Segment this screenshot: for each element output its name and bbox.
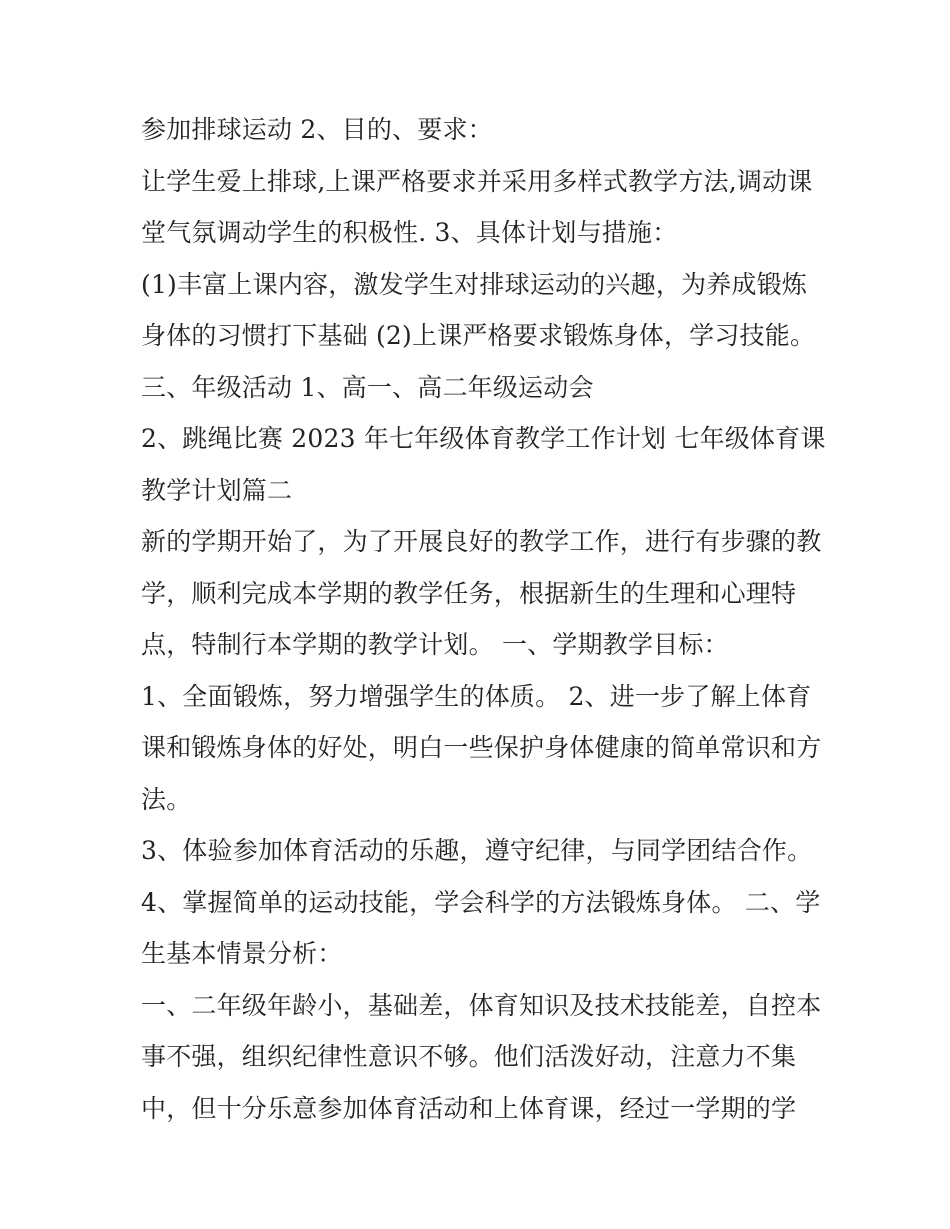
text-line: 堂气氛调动学生的积极性. 3、具体计划与措施： — [141, 218, 678, 247]
text-line: 课和锻炼身体的好处，明白一些保护身体健康的简单常识和方 — [141, 733, 822, 762]
text-line: 让学生爱上排球,上课严格要求并采用多样式教学方法,调动课 — [141, 166, 813, 196]
text-line: 身体的习惯打下基础 (2)上课严格要求锻炼身体，学习技能。 — [141, 321, 816, 350]
text-line: 事不强，组织纪律性意识不够。他们活泼好动，注意力不集 — [141, 1042, 797, 1071]
text-line: 学，顺利完成本学期的教学任务，根据新生的生理和心理特 — [141, 578, 797, 608]
text-line: 生基本情景分析： — [141, 939, 343, 968]
text-line: 三、年级活动 1、高一、高二年级运动会 — [141, 372, 594, 402]
text-line: 新的学期开始了，为了开展良好的教学工作，进行有步骤的教 — [141, 527, 822, 556]
text-line: 中，但十分乐意参加体育活动和上体育课，经过一学期的学 — [141, 1093, 797, 1123]
text-line: 教学计划篇二 — [141, 475, 293, 505]
text-line: 4、掌握简单的运动技能，学会科学的方法锻炼身体。 二、学 — [141, 887, 821, 917]
text-line: 参加排球运动 2、目的、要求： — [141, 115, 493, 144]
text-line: 1、全面锻炼，努力增强学生的体质。 2、进一步了解上体育 — [141, 681, 812, 711]
text-line: 2、跳绳比赛 2023 年七年级体育教学工作计划 七年级体育课 — [141, 424, 826, 453]
text-line: 点，特制行本学期的教学计划。 一、学期教学目标： — [141, 630, 729, 659]
text-line: 3、体验参加体育活动的乐趣，遵守纪律，与同学团结合作。 — [141, 836, 813, 865]
text-line: 一、二年级年龄小，基础差，体育知识及技术技能差，自控本 — [141, 990, 822, 1020]
text-line: 法。 — [141, 784, 192, 814]
text-line: (1)丰富上课内容，激发学生对排球运动的兴趣，为养成锻炼 — [141, 269, 808, 299]
document-body — [141, 108, 831, 1138]
